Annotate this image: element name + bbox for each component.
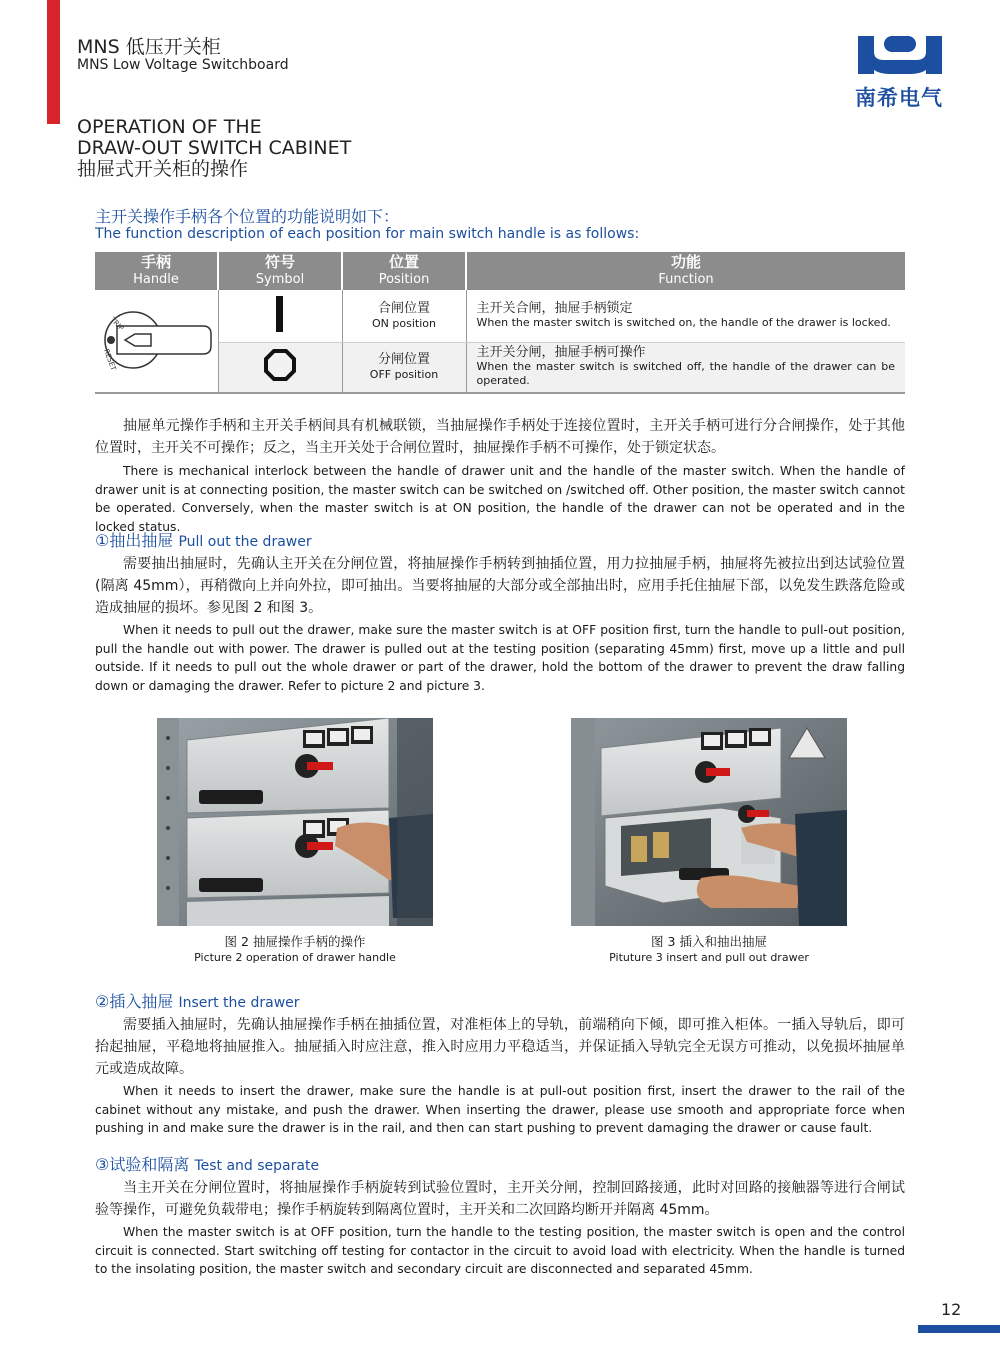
header-title-cn: MNS 低压开关柜 xyxy=(77,36,221,58)
position-cell: 合闸位置 ON position xyxy=(342,290,466,342)
intro-en: The function description of each position for main switch handle is as follows: xyxy=(95,226,640,242)
function-cell: 主开关分闸，抽屉手柄可操作 When the master switch is switched off, the handle of the drawer can be operated. xyxy=(466,342,905,393)
position-cell: 分闸位置 OFF position xyxy=(342,342,466,393)
section-insert-title: ②插入抽屉 Insert the drawer xyxy=(95,992,300,1011)
figure-3-photo xyxy=(571,718,847,926)
interlock-en: There is mechanical interlock between the handle of drawer unit and the handle of the master switch. When the handle of drawer unit is at connecting position, the master switch can be switched on /switched off. Other position, the master switch cannot be operated. Conversely, when the master switch is at ON position, the handle of the drawer can not be operated and in the locked status. xyxy=(95,464,905,534)
accent-bar xyxy=(47,0,60,124)
section-pull-out-title: ①抽出抽屉 Pull out the drawer xyxy=(95,531,312,550)
header-position: 位置 Position xyxy=(342,252,466,290)
function-cell: 主开关合闸，抽屉手柄锁定 When the master switch is switched on, the handle of the drawer is locked. xyxy=(466,290,905,342)
trip-label: TRIP xyxy=(108,315,126,333)
symbol-cell xyxy=(218,290,342,342)
figure-3-caption: 图 3 插入和抽出抽屉 Pituture 3 insert and pull out drawer xyxy=(609,934,809,964)
figure-2-caption: 图 2 抽屉操作手柄的操作 Picture 2 operation of drawer handle xyxy=(194,934,396,964)
figure-2-photo xyxy=(157,718,433,926)
reset-label: RESET xyxy=(102,347,118,372)
header-function: 功能 Function xyxy=(466,252,905,290)
brand-logo-icon xyxy=(850,30,950,82)
octagon-icon xyxy=(263,348,297,382)
handle-cell xyxy=(95,290,218,393)
section-insert-en: When it needs to insert the drawer, make sure the handle is at pull-out position first, insert the drawer to the rail of the cabinet without any mistake, and push the drawer. When inserting the drawer, please use smooth and appropriate force when pushing in and make sure the drawer is in the rail, and then can start pushing to prevent damaging the drawer or cause fault. xyxy=(95,1084,905,1136)
brand-name: 南希电气 xyxy=(855,86,943,110)
section-pull-out-cn: 需要抽出抽屉时，先确认主开关在分闸位置，将抽屉操作手柄转到抽插位置，用力拉抽屉手柄，抽屉将先被拉出到达试验位置(隔离 45mm），再稍微向上并向外拉，即可抽出。当要将抽屉的大部分或全部抽出时，应用手托住抽屉下部，以免发生跌落危险或造成抽屉的损坏。参见图 2 和图 3。 xyxy=(95,556,905,616)
table-row xyxy=(95,290,905,342)
section-test-en: When the master switch is at OFF position, turn the handle to the testing position, the master switch is open and the control circuit is connected. Start switching off testing for contactor in the circuit to avoid load with electricity. When the handle is turned to the insolating position, the master switch and secondary circuit are disconnected and separated 45mm. xyxy=(95,1225,905,1277)
page-number-bar xyxy=(918,1325,1000,1333)
page-title-line1: OPERATION OF THE xyxy=(77,116,262,138)
bar-icon xyxy=(273,295,287,333)
section-test-title: ③试验和隔离 Test and separate xyxy=(95,1155,320,1174)
function-table xyxy=(95,252,905,394)
intro-cn: 主开关操作手柄各个位置的功能说明如下： xyxy=(95,207,400,226)
handle-diagram-icon xyxy=(95,290,218,388)
symbol-cell xyxy=(218,342,342,393)
page-number: 12 xyxy=(941,1300,962,1319)
section-insert-cn: 需要插入抽屉时，先确认抽屉操作手柄在抽插位置，对准柜体上的导轨，前端稍向下倾，即可推入柜体。一插入导轨后，即可抬起抽屉，平稳地将抽屉推入。抽屉插入时应注意，推入时应用力平稳适当，并保证插入导轨完全无误方可推动，以免损坏抽屉单元或造成故障。 xyxy=(95,1017,905,1077)
page-title-line2: DRAW-OUT SWITCH CABINET xyxy=(77,137,352,159)
section-test-cn: 当主开关在分闸位置时，将抽屉操作手柄旋转到试验位置时，主开关分闸，控制回路接通，此时对回路的接触器等进行合闸试验等操作，可避免负载带电；操作手柄旋转到隔离位置时，主开关和二次回路均断开并隔离 45mm。 xyxy=(95,1180,905,1218)
interlock-cn: 抽屉单元操作手柄和主开关手柄间具有机械联锁，当抽屉操作手柄处于连接位置时，主开关手柄可进行分合闸操作，处于其他位置时，主开关不可操作；反之，当主开关处于合闸位置时，抽屉操作手柄不可操作，处于锁定状态。 xyxy=(95,418,905,456)
page-title xyxy=(77,117,351,180)
header-title-en: MNS Low Voltage Switchboard xyxy=(77,57,289,73)
header-handle: 手柄 Handle xyxy=(95,252,218,290)
table-header-row xyxy=(95,252,905,290)
section-pull-out-en: When it needs to pull out the drawer, make sure the master switch is at OFF position first, turn the handle to pull-out position, pull the handle out with power. The drawer is pulled out at the testing position (separating 45mm) first, move up a little and pull outside. If it needs to pull out the whole drawer or part of the drawer, hold the bottom of the drawer to prevent the draw falling down or damaging the drawer. Refer to picture 2 and picture 3. xyxy=(95,623,905,693)
header-symbol: 符号 Symbol xyxy=(218,252,342,290)
page-title-line3: 抽屉式开关柜的操作 xyxy=(77,158,249,180)
